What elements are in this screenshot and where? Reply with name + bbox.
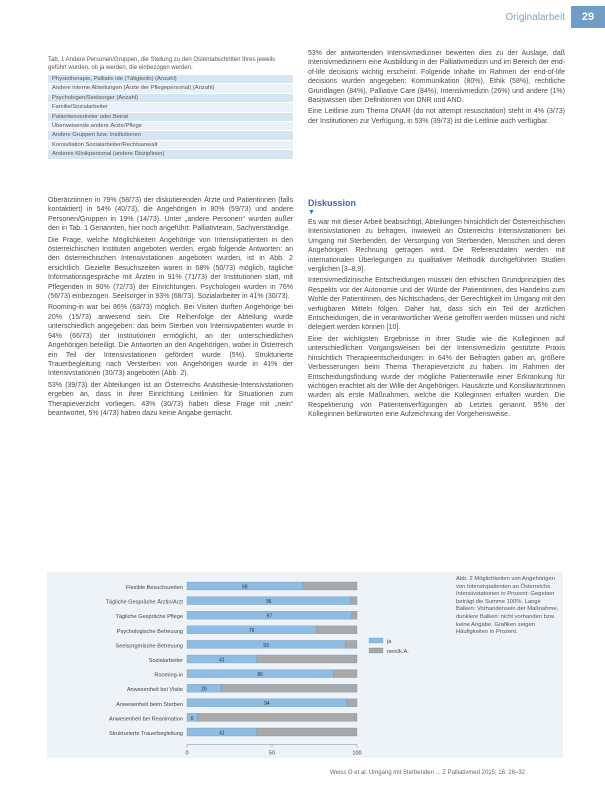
table-row: Konsultation Sozialarbeiter/Rechtsanwalt (48, 141, 293, 150)
section-label: Originalarbeit (505, 11, 565, 23)
x-tick-label: 50 (268, 750, 276, 757)
figure-caption: Abb. 2 Möglichkeiten von Angehörigen von Intensivpatienten an Österreichs Intensivstationen in Prozent: Gegeben beträgt die Summe 100%. Lange Balken: Vorhandensein der Maßnahme, dunklere Balken: nicht vorhanden bzw. keine Angabe. Grafiken zeigen Häufigkeiten in Prozent. (456, 576, 559, 636)
bar-segment (197, 713, 357, 721)
table-row: Andere Gruppen bzw. Institutionen (48, 131, 293, 140)
category-label: Psychologische Betreuung (116, 628, 183, 635)
paragraph: Rooming-in war bei 86% (63/73) möglich. Bei Visiten durften Angehörige bei 20% (15/73) anwesend sein. Die Reihenfolge der Abteilung wurde unterschiedlich angegeben: das beim Sterben von Intensivpatienten wurde in 94% (66/73) der Institutionen ermöglicht, an der unterschiedlichen Angehörigen beteiligt. Die Antworten an den Angehörigen, wobei in Österreich ein Teil der Intensivstationen gefördert wurde (5%). Strukturierte Trauerbegleitung nach Versterben von Angehörigen wurde in 41% der Intensivstationen (30/73) angeboten (Abb. 2). (48, 304, 293, 378)
page-footer: Weiss O et al. Umgang mit Sterbenden ... Z Palliativmed 2015; 16: 26–32 (330, 770, 525, 776)
bar-segment (316, 626, 357, 634)
category-label: Tägliche Gespräche Ärztin/Arzt (105, 599, 183, 606)
paragraph: Eine Leitlinie zum Thema DNAR (do not attempt resuscitation) steht in 4% (3/73) der Institutionen zur Verfügung, in 53% (39/73) ist die Leitlinie auch verfügbar. (308, 108, 565, 125)
bar-segment (257, 728, 357, 736)
discussion-title: Diskussion (308, 198, 357, 208)
page-header (506, 6, 605, 28)
category-label: Seelsorgerische Betreuung (115, 643, 183, 650)
x-tick-label: 100 (352, 750, 362, 757)
x-tick-label: 0 (185, 750, 189, 757)
paragraph: Es war mit dieser Arbeit beabsichtigt, Abteilungen hinsichtlich der Österreichischen Intensivstationen zu befragen, inwieweit an Österreichs Intensivstationen bei Umgang mit Sterbenden, der Versorgung von Sterbenden, Menschen und deren Angehörigen Rechnung getragen wird. Die Referenzdaten werden mit internationalen Überlegungen zu qualitativer Methodik durchgeführten Studien verglichen [3–8,9]. (308, 219, 565, 274)
legend-swatch (369, 638, 383, 643)
paragraph: Eine der wichtigsten Ergebnisse in ihrer Studie wie die Kolleginnen auf unterschiedlichen Vorgangsweisen bei der Intensivmedizin gestützte Praxis hinsichtlich Therapieentscheidungen: in 64% der Befragten gaben an, größere Verbesserungen beim Thema Therapieverzicht zu haben. Im Rahmen der Entscheidungsfindung wurde der mögliche Patientenwille einer Erkrankung für wichtigen erachtet als der Wille der Angehörigen. Hausärzte und Konsiliarärztinnen wurden als erste Maßnahmen, welche die Kolleginnen erhalten wurden. Die Respektierung von Patientenverfügungen ab Letztes genannt. 95% der Kolleginnen befürworten eine Aufzeichnung der Vorgehensweise. (308, 335, 565, 419)
category-label: Anwesenheit bei Reanimation (108, 716, 183, 723)
page-number: 29 (571, 6, 605, 28)
data-label: 86 (257, 672, 263, 678)
category-label: Tägliche Gespräche Pflege (115, 614, 183, 621)
bar-segment (350, 597, 357, 605)
category-label: Strukturierte Trauerbegleitung (108, 731, 183, 737)
paragraph: 53% der antwortenden Intensivmediziner bewerten dies zu der Auslage, daß Intensivmedizinern eine Ausbildung in der Palliativmedizin und im Bereich der end-of-life decisions wichtig erscheint. Folgende Inhalte im Rahmen der end-of-life decisions wurden angegeben: Kommunikation (80%), Ethik (58%), rechtliche Grundlagen (84%), Palliative Care (84%), Intensivmedizin (26%) und andere (1%) Basiswissen über Definitionen von DNR und AND. (308, 50, 565, 105)
bar-segment (345, 640, 357, 648)
bar-segment (221, 684, 357, 692)
right-column-top (308, 49, 565, 128)
bar-segment (347, 699, 357, 707)
section-marker-icon: ▼ (308, 209, 315, 216)
paragraph: Oberärztinnen in 79% (58/73) der diskutierenden Ärzte und Patientinnen (falls kontaktiert) in 54% (40/73), die Angehörigen in 80% (59/73) und andere Personen/Gruppen in 19% (14/73). Unter „andere Personen“ wurden außer den in Tab. 1 Genannten, hier noch angeführt: Palliativteam, Sachverständige. (48, 197, 293, 233)
category-label: Anwesenheit bei Visite (126, 687, 183, 694)
bar-segment (352, 611, 357, 619)
table-row: Patientenvertreter oder Beirat (48, 113, 293, 122)
data-label: 68 (242, 584, 248, 591)
bar-segment (303, 582, 357, 590)
legend-label: ja (387, 639, 392, 645)
table-body (48, 75, 293, 160)
data-label: 41 (219, 657, 225, 664)
bar-chart (47, 572, 447, 758)
table-row: Anderes Klinikpersonal (andere Disziplinen) (48, 150, 293, 159)
category-label: Flexible Besuchszeiten (125, 585, 183, 591)
table-row: Andere interne Abteilungen (Ärzte der Pflegepersonal) (Anzahl) (48, 84, 293, 93)
table-row: Psychologen/Seelsorger (Anzahl) (48, 94, 293, 103)
legend-swatch (369, 648, 383, 653)
data-label: 6 (190, 715, 194, 722)
paragraph: Die Frage, welche Möglichkeiten Angehörige von Intensivpatienten in den österreichischen Instituten angeboten werden, ergab folgende Antworten: an den österreichischen Intensivstationen angeboten wurden, ist in Abb. 2 ersichtlich. Gezielte Besuchszeiten waren in 68% (50/73) möglich, tägliche Informationsgespräche mit Ärzten in 91% (71/73) der Institutionen statt, mit Pflegenden in 90% (72/73) der Einrichtungen. Psychologen wurden in 76% (56/73) einbezogen. Seelsorger in 93% (68/73). Sozialarbeiter in 41% (30/73). (48, 236, 293, 301)
left-column (48, 196, 293, 420)
data-label: 20 (201, 686, 207, 693)
bar-segment (333, 670, 357, 678)
data-label: 97 (266, 613, 273, 620)
table-row: Familie/Sozialarbeiter (48, 103, 293, 112)
category-label: Sozialarbeiter (148, 658, 183, 664)
category-label: Rooming-in (154, 672, 183, 679)
data-label: 41 (219, 730, 225, 737)
table-row: Überweisende andere Ärzte/Pflege (48, 122, 293, 131)
table-1 (48, 57, 293, 160)
table-caption: Tab. 1 Andere Personen/Gruppen, die Stellung zu den Ostentabschritten Ihres jeweils geführt wurden, ob ja werden, die einbezogen werden. (48, 57, 276, 71)
bar-segment (257, 655, 357, 663)
table-row: Physiotherapie, Palliativ ide (Tätigkeitn) (Anzahl) (48, 75, 293, 84)
data-label: 96 (265, 599, 272, 605)
paragraph: Intensivmedizinische Entscheidungen müssen den ethischen Grundprinzipien des Respekts vor der Autonomie und der Würde der Patientinnen, des Handelns zum Wohle der Patientinnen, des Nichtschadens, der Gerechtigkeit im Umgang mit den verfügbaren Mitteln folgen. Daher hat, dass sich ein Teil der ärztlichen Entscheidungen, die in verantwortlicher Weise getroffen werden müssen und nicht delegiert werden können [10]. (308, 277, 565, 332)
data-label: 93 (263, 642, 269, 649)
data-label: 94 (264, 701, 270, 708)
discussion-section (308, 196, 565, 422)
category-label: Anwesenheit beim Sterben (116, 701, 183, 708)
data-label: 76 (248, 628, 255, 635)
paragraph: 53% (39/73) der Abteilungen ist an Österreichs Anästhesie-Intensivstationen ergeben an, dass in ihrer Einrichtung Leitlinien für Situationen zum Therapieverzicht vorliegen, 43% (30/73) haben diese Frage mit „nein“ beantwortet, 5% (4/73) haben dazu keine Angabe gemacht. (48, 381, 293, 417)
legend-label: nein/k.A. (387, 649, 409, 655)
